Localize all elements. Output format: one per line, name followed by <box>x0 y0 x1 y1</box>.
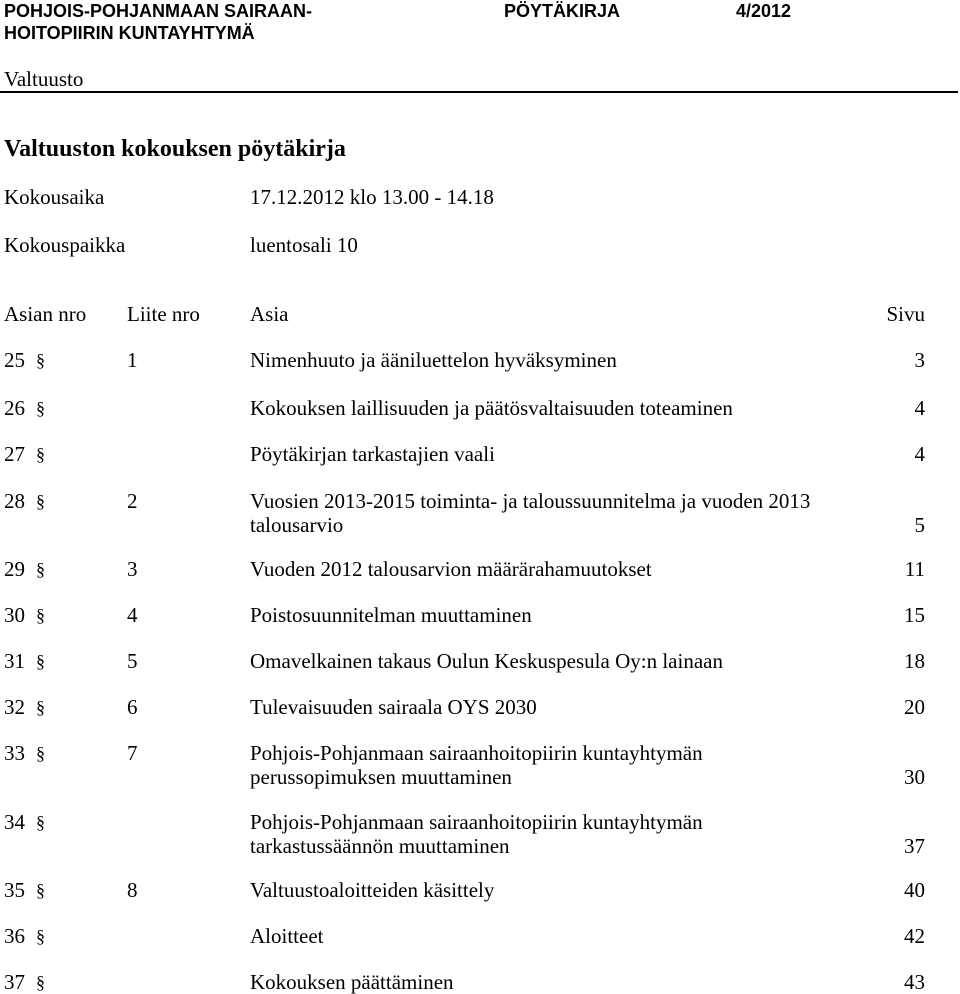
section-sign: § <box>36 350 45 370</box>
agenda-item-number: 33 <box>4 741 25 765</box>
section-sign: § <box>36 651 45 671</box>
agenda-item-number: 37 <box>4 970 25 994</box>
agenda-item-title: Pöytäkirjan tarkastajien vaali <box>250 442 495 466</box>
agenda-item-attachment: 8 <box>127 878 138 902</box>
meeting-time-value: 17.12.2012 klo 13.00 - 14.18 <box>250 185 494 209</box>
agenda-item-attachment: 4 <box>127 603 138 627</box>
meeting-place-value: luentosali 10 <box>250 233 358 257</box>
agenda-item-number: 35 <box>4 878 25 902</box>
section-sign: § <box>36 605 45 625</box>
agenda-item-title: Vuosien 2013-2015 toiminta- ja taloussuunnitelma ja vuoden 2013 talousarvio <box>250 489 811 537</box>
column-header-asian-nro: Asian nro <box>4 302 87 326</box>
agenda-item-page: 20 <box>904 695 925 719</box>
agenda-item-page: 18 <box>904 649 925 673</box>
column-header-sivu: Sivu <box>886 302 925 326</box>
agenda-item-number: 29 <box>4 557 25 581</box>
section-sign: § <box>36 743 45 763</box>
agenda-item-page: 30 <box>904 765 925 789</box>
agenda-item-title: Pohjois-Pohjanmaan sairaanhoitopiirin kuntayhtymän tarkastussäännön muuttaminen <box>250 810 703 858</box>
agenda-item-title: Tulevaisuuden sairaala OYS 2030 <box>250 695 537 719</box>
agenda-item <box>0 396 960 420</box>
agenda-item-number: 27 <box>4 442 25 466</box>
agenda-item-title: Nimenhuuto ja ääniluettelon hyväksyminen <box>250 348 617 372</box>
governing-body-label: Valtuusto <box>4 67 84 91</box>
agenda-item-page: 40 <box>904 878 925 902</box>
agenda-item <box>0 649 960 673</box>
agenda-item-number: 30 <box>4 603 25 627</box>
agenda-item-title: Kokouksen päättäminen <box>250 970 454 994</box>
organization-name: POHJOIS-POHJANMAAN SAIRAAN- HOITOPIIRIN KUNTAYHTYMÄ <box>4 1 313 43</box>
agenda-item <box>0 970 960 994</box>
agenda-item <box>0 603 960 627</box>
section-sign: § <box>36 559 45 579</box>
agenda-item-number: 34 <box>4 810 25 834</box>
section-sign: § <box>36 398 45 418</box>
agenda-item-number: 25 <box>4 348 25 372</box>
agenda-item-title: Valtuustoaloitteiden käsittely <box>250 878 495 902</box>
agenda-item-page: 3 <box>914 348 925 372</box>
agenda-item-attachment: 6 <box>127 695 138 719</box>
section-sign: § <box>36 491 45 511</box>
agenda-item-number: 32 <box>4 695 25 719</box>
document-type: PÖYTÄKIRJA <box>504 1 621 21</box>
document-number: 4/2012 <box>736 1 792 21</box>
agenda-item <box>0 442 960 466</box>
agenda-item <box>0 741 960 789</box>
agenda-item-page: 5 <box>914 513 925 537</box>
agenda-item <box>0 878 960 902</box>
agenda-item-number: 36 <box>4 924 25 948</box>
section-sign: § <box>36 812 45 832</box>
agenda-item-page: 11 <box>904 557 925 581</box>
agenda-item-title: Aloitteet <box>250 924 324 948</box>
agenda-item-number: 31 <box>4 649 25 673</box>
agenda-item <box>0 489 960 537</box>
section-sign: § <box>36 880 45 900</box>
agenda-item-title: Omavelkainen takaus Oulun Keskuspesula Oy:n lainaan <box>250 649 723 673</box>
agenda-item-title: Kokouksen laillisuuden ja päätösvaltaisuuden toteaminen <box>250 396 733 420</box>
agenda-item-attachment: 7 <box>127 741 138 765</box>
section-sign: § <box>36 444 45 464</box>
header-divider <box>0 91 958 93</box>
agenda-item-title: Pohjois-Pohjanmaan sairaanhoitopiirin kuntayhtymän perussopimuksen muuttaminen <box>250 741 703 789</box>
agenda-item-title: Vuoden 2012 talousarvion määrärahamuutokset <box>250 557 652 581</box>
agenda-item-title: Poistosuunnitelman muuttaminen <box>250 603 532 627</box>
agenda-item-page: 15 <box>904 603 925 627</box>
agenda-item <box>0 695 960 719</box>
agenda-item-attachment: 1 <box>127 348 138 372</box>
section-sign: § <box>36 926 45 946</box>
column-header-asia: Asia <box>250 302 289 326</box>
agenda-item-number: 28 <box>4 489 25 513</box>
section-sign: § <box>36 972 45 992</box>
agenda-item <box>0 348 960 372</box>
section-sign: § <box>36 697 45 717</box>
agenda-item-page: 4 <box>914 396 925 420</box>
agenda-item <box>0 557 960 581</box>
agenda-item-attachment: 2 <box>127 489 138 513</box>
column-header-liite-nro: Liite nro <box>127 302 200 326</box>
agenda-item-attachment: 3 <box>127 557 138 581</box>
agenda-item-page: 43 <box>904 970 925 994</box>
agenda-item <box>0 924 960 948</box>
agenda-item-page: 37 <box>904 834 925 858</box>
agenda-item-number: 26 <box>4 396 25 420</box>
agenda-item-page: 42 <box>904 924 925 948</box>
agenda-item-page: 4 <box>914 442 925 466</box>
agenda-item <box>0 810 960 858</box>
meeting-place-label: Kokouspaikka <box>4 233 126 257</box>
meeting-time-label: Kokousaika <box>4 185 105 209</box>
page-title: Valtuuston kokouksen pöytäkirja <box>4 136 346 162</box>
agenda-item-attachment: 5 <box>127 649 138 673</box>
